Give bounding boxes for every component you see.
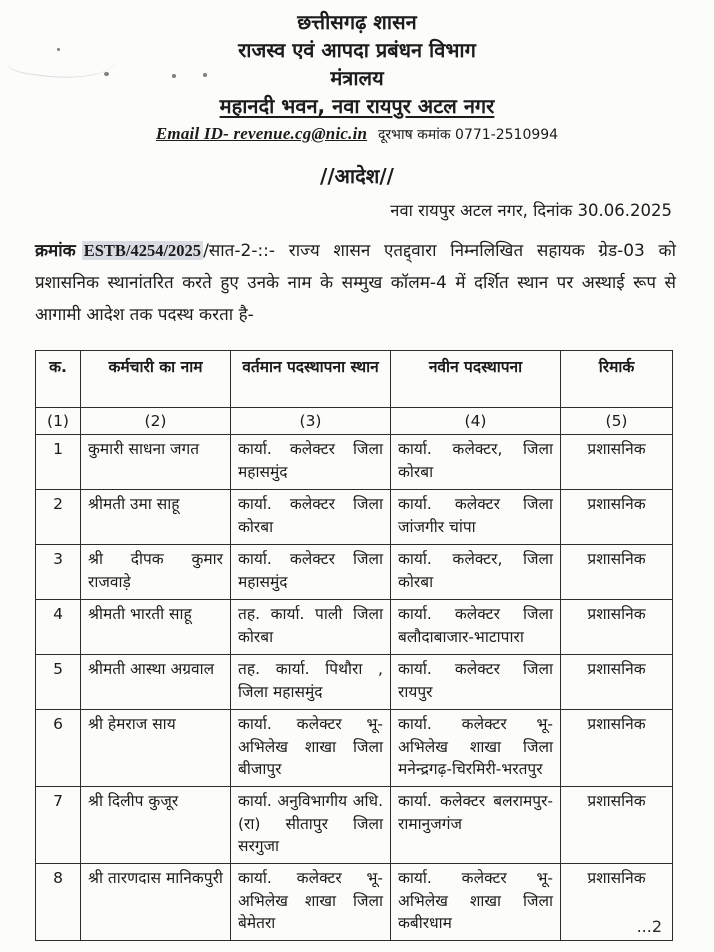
cell-sno: 6	[36, 710, 81, 787]
ministry-name: मंत्रालय	[330, 66, 384, 90]
cell-sno: 3	[36, 545, 81, 600]
column-number: (4)	[391, 407, 561, 434]
column-number: (3)	[231, 407, 391, 434]
column-number-row	[36, 407, 673, 434]
ink-dot	[203, 73, 207, 77]
ink-dot	[104, 72, 109, 76]
cell-remark: प्रशासनिक	[561, 545, 673, 600]
cell-name: श्रीमती आस्था अग्रवाल	[81, 655, 231, 710]
cell-sno: 5	[36, 655, 81, 710]
cell-new-posting: कार्या. कलेक्टर भू-अभिलेख शाखा जिला मनेन्द्रगढ़-चिरमिरी-भरतपुर	[391, 710, 561, 787]
cell-remark: प्रशासनिक	[561, 600, 673, 655]
cell-name: कुमारी साधना जगत	[81, 435, 231, 490]
transfer-table	[35, 350, 673, 941]
cell-name: श्री दिलीप कुजूर	[81, 787, 231, 864]
order-title: //आदेश//	[320, 164, 394, 188]
cell-new-posting: कार्या. कलेक्टर जिला बलौदाबाजार-भाटापारा	[391, 600, 561, 655]
cell-sno: 4	[36, 600, 81, 655]
government-name: छत्तीसगढ़ शासन	[297, 10, 417, 34]
table-row	[36, 710, 673, 787]
table-row	[36, 655, 673, 710]
cell-new-posting: कार्या. कलेक्टर जिला जांजगीर चांपा	[391, 490, 561, 545]
cell-remark: प्रशासनिक	[561, 710, 673, 787]
ink-dot	[172, 74, 176, 78]
place-date-line: नवा रायपुर अटल नगर, दिनांक 30.06.2025	[390, 201, 672, 220]
table-header-row	[36, 350, 673, 407]
column-number: (5)	[561, 407, 673, 434]
cell-remark: प्रशासनिक	[561, 435, 673, 490]
cell-new-posting: कार्या. कलेक्टर बलरामपुर-रामानुजगंज	[391, 787, 561, 864]
contact-line	[0, 122, 714, 147]
cell-name: श्री हेमराज साय	[81, 710, 231, 787]
column-number: (1)	[36, 407, 81, 434]
col-header-name: कर्मचारी का नाम	[81, 350, 231, 407]
column-number: (2)	[81, 407, 231, 434]
cell-name: श्रीमती भारती साहू	[81, 600, 231, 655]
cell-remark: प्रशासनिक	[561, 864, 673, 941]
cell-current-posting: कार्या. अनुविभागीय अधि. (रा) सीतापुर जिला सरगुजा	[231, 787, 391, 864]
table-row	[36, 787, 673, 864]
ref-suffix: /सात-2-::-	[203, 241, 276, 261]
col-header-sno: क.	[36, 350, 81, 407]
cell-new-posting: कार्या. कलेक्टर भू-अभिलेख शाखा जिला कबीरधाम	[391, 864, 561, 941]
building-address: महानदी भवन, नवा रायपुर अटल नगर	[219, 94, 495, 118]
cell-current-posting: कार्या. कलेक्टर जिला महासमुंद	[231, 435, 391, 490]
cell-new-posting: कार्या. कलेक्टर, जिला कोरबा	[391, 435, 561, 490]
table-row	[36, 435, 673, 490]
table-row	[36, 600, 673, 655]
cell-current-posting: कार्या. कलेक्टर जिला कोरबा	[231, 490, 391, 545]
cell-sno: 8	[36, 864, 81, 941]
cell-current-posting: तह. कार्या. पाली जिला कोरबा	[231, 600, 391, 655]
cell-remark: प्रशासनिक	[561, 655, 673, 710]
cell-sno: 7	[36, 787, 81, 864]
col-header-new-posting: नवीन पदस्थापना	[391, 350, 561, 407]
cell-current-posting: कार्या. कलेक्टर भू-अभिलेख शाखा जिला बेमेतरा	[231, 864, 391, 941]
phone-number: दूरभाष कमांक 0771-2510994	[377, 127, 559, 143]
table-row	[36, 864, 673, 941]
order-body-text: राज्य शासन एतद्द्वारा निम्नलिखित सहायक ग्रेड-03 को प्रशासनिक स्थानांतरित करते हुए उनके नाम के सम्मुख कॉलम-4 में दर्शित स्थान पर अस्थाई रूप से आगामी आदेश तक पदस्थ करता है-	[35, 241, 676, 325]
email-id: Email ID- revenue.cg@nic.in	[155, 124, 368, 143]
col-header-current-posting: वर्तमान पदस्थापना स्थान	[231, 350, 391, 407]
cell-new-posting: कार्या. कलेक्टर जिला रायपुर	[391, 655, 561, 710]
cell-sno: 1	[36, 435, 81, 490]
ref-number: ESTB/4254/2025	[83, 241, 202, 260]
order-paragraph	[35, 235, 676, 332]
col-header-remark: रिमार्क	[561, 350, 673, 407]
cell-current-posting: तह. कार्या. पिथौरा , जिला महासमुंद	[231, 655, 391, 710]
cell-remark: प्रशासनिक	[561, 787, 673, 864]
cell-name: श्री तारणदास मानिकपुरी	[81, 864, 231, 941]
cell-name: श्री दीपक कुमार राजवाड़े	[81, 545, 231, 600]
ink-dot	[57, 48, 60, 51]
ref-label: क्रमांक	[35, 241, 76, 261]
cell-new-posting: कार्या. कलेक्टर, जिला कोरबा	[391, 545, 561, 600]
cell-current-posting: कार्या. कलेक्टर जिला महासमुंद	[231, 545, 391, 600]
cell-current-posting: कार्या. कलेक्टर भू-अभिलेख शाखा जिला बीजापुर	[231, 710, 391, 787]
page-continuation-marker: ...2	[636, 917, 662, 936]
cell-remark: प्रशासनिक	[561, 490, 673, 545]
table-row	[36, 490, 673, 545]
table-row	[36, 545, 673, 600]
cell-sno: 2	[36, 490, 81, 545]
department-name: राजस्व एवं आपदा प्रबंधन विभाग	[238, 38, 476, 62]
cell-name: श्रीमती उमा साहू	[81, 490, 231, 545]
